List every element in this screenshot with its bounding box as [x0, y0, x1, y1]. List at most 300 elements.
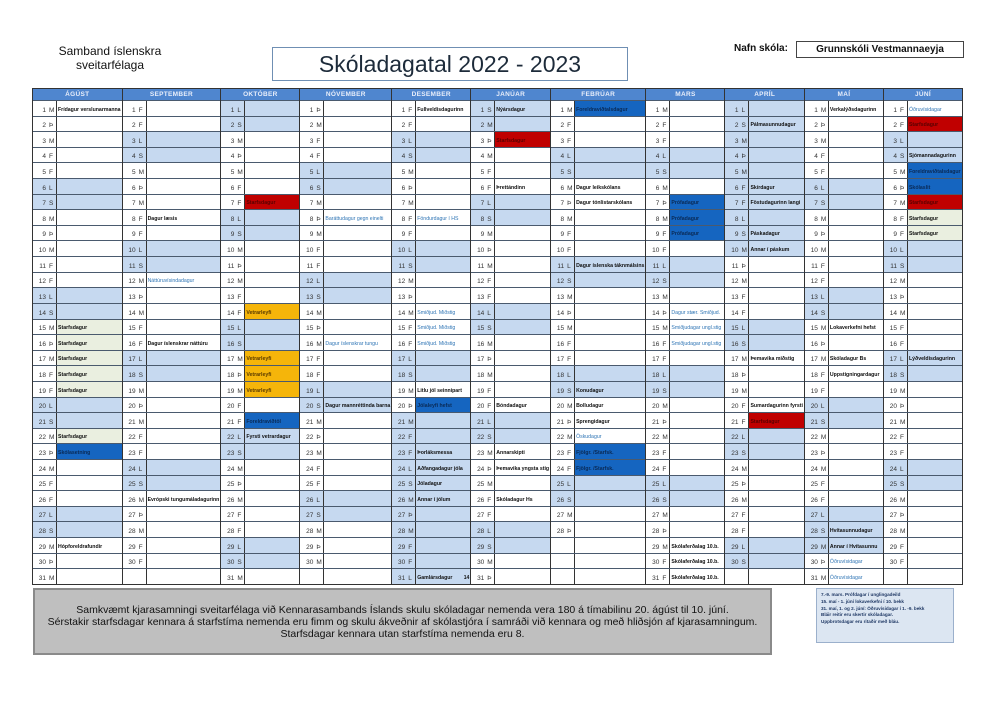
day-row[interactable] [392, 568, 470, 584]
day-row[interactable] [805, 553, 883, 569]
day-row[interactable] [551, 428, 645, 444]
day-row[interactable] [300, 381, 391, 397]
day-row[interactable] [123, 537, 221, 553]
day-row[interactable] [884, 272, 962, 288]
day-row[interactable] [725, 303, 803, 319]
day-row[interactable] [725, 209, 803, 225]
day-row[interactable] [805, 537, 883, 553]
day-row[interactable] [221, 428, 299, 444]
day-row[interactable] [725, 194, 803, 210]
day-row[interactable] [221, 209, 299, 225]
day-row[interactable] [300, 334, 391, 350]
day-row[interactable] [33, 537, 122, 553]
day-row[interactable] [884, 319, 962, 335]
day-row[interactable] [33, 553, 122, 569]
day-row[interactable] [471, 490, 550, 506]
day-row[interactable] [221, 553, 299, 569]
day-row[interactable] [646, 412, 724, 428]
day-row[interactable] [221, 178, 299, 194]
day-row[interactable] [392, 350, 470, 366]
day-row[interactable] [33, 319, 122, 335]
day-row[interactable] [392, 506, 470, 522]
day-row[interactable] [471, 506, 550, 522]
day-row[interactable] [725, 100, 803, 116]
day-row[interactable] [551, 397, 645, 413]
day-row[interactable] [725, 350, 803, 366]
day-row[interactable] [221, 319, 299, 335]
day-row[interactable] [471, 147, 550, 163]
day-row[interactable] [646, 459, 724, 475]
day-row[interactable] [471, 287, 550, 303]
day-row[interactable] [725, 365, 803, 381]
day-row[interactable] [471, 365, 550, 381]
day-row[interactable] [884, 537, 962, 553]
day-row[interactable] [805, 240, 883, 256]
day-row[interactable] [123, 240, 221, 256]
day-row[interactable] [551, 350, 645, 366]
day-row[interactable] [392, 521, 470, 537]
day-row[interactable] [725, 553, 803, 569]
day-row[interactable] [123, 116, 221, 132]
day-row[interactable] [471, 443, 550, 459]
day-row[interactable] [805, 521, 883, 537]
day-row[interactable] [725, 178, 803, 194]
day-row[interactable] [646, 521, 724, 537]
day-row[interactable] [646, 178, 724, 194]
day-row[interactable] [725, 443, 803, 459]
day-row[interactable] [300, 256, 391, 272]
day-row[interactable] [551, 240, 645, 256]
day-row[interactable] [471, 116, 550, 132]
day-row[interactable] [123, 131, 221, 147]
day-row[interactable] [471, 412, 550, 428]
day-row[interactable] [805, 209, 883, 225]
day-row[interactable] [392, 537, 470, 553]
day-row[interactable] [392, 428, 470, 444]
day-row[interactable] [725, 428, 803, 444]
day-row[interactable] [123, 194, 221, 210]
day-row[interactable] [471, 475, 550, 491]
day-row[interactable] [221, 194, 299, 210]
day-row[interactable] [392, 443, 470, 459]
day-row[interactable] [646, 303, 724, 319]
day-row[interactable] [805, 381, 883, 397]
day-row[interactable] [551, 412, 645, 428]
day-row[interactable] [646, 381, 724, 397]
day-row[interactable] [805, 506, 883, 522]
day-row[interactable] [805, 397, 883, 413]
day-row[interactable] [221, 365, 299, 381]
day-row[interactable] [33, 521, 122, 537]
day-row[interactable] [551, 553, 645, 569]
day-row[interactable] [725, 475, 803, 491]
day-row[interactable] [884, 381, 962, 397]
day-row[interactable] [300, 319, 391, 335]
day-row[interactable] [725, 162, 803, 178]
day-row[interactable] [884, 100, 962, 116]
day-row[interactable] [646, 194, 724, 210]
day-row[interactable] [884, 303, 962, 319]
day-row[interactable] [300, 194, 391, 210]
day-row[interactable] [551, 162, 645, 178]
day-row[interactable] [805, 225, 883, 241]
day-row[interactable] [805, 287, 883, 303]
day-row[interactable] [221, 412, 299, 428]
day-row[interactable] [471, 428, 550, 444]
day-row[interactable] [392, 459, 470, 475]
day-row[interactable] [884, 194, 962, 210]
day-row[interactable] [221, 397, 299, 413]
day-row[interactable] [33, 178, 122, 194]
day-row[interactable] [725, 147, 803, 163]
day-row[interactable] [551, 178, 645, 194]
day-row[interactable] [123, 209, 221, 225]
day-row[interactable] [551, 100, 645, 116]
day-row[interactable] [725, 412, 803, 428]
day-row[interactable] [392, 412, 470, 428]
day-row[interactable] [725, 397, 803, 413]
day-row[interactable] [805, 475, 883, 491]
day-row[interactable] [300, 490, 391, 506]
day-row[interactable] [471, 225, 550, 241]
day-row[interactable] [300, 521, 391, 537]
day-row[interactable] [33, 506, 122, 522]
day-row[interactable] [221, 147, 299, 163]
day-row[interactable] [123, 490, 221, 506]
day-row[interactable] [646, 475, 724, 491]
day-row[interactable] [805, 178, 883, 194]
day-row[interactable] [646, 147, 724, 163]
day-row[interactable] [725, 287, 803, 303]
day-row[interactable] [805, 147, 883, 163]
day-row[interactable] [551, 131, 645, 147]
day-row[interactable] [551, 209, 645, 225]
day-row[interactable] [33, 272, 122, 288]
day-row[interactable] [884, 365, 962, 381]
day-row[interactable] [646, 537, 724, 553]
day-row[interactable] [551, 116, 645, 132]
day-row[interactable] [221, 303, 299, 319]
day-row[interactable] [884, 443, 962, 459]
day-row[interactable] [300, 459, 391, 475]
day-row[interactable] [646, 116, 724, 132]
day-row[interactable] [33, 256, 122, 272]
day-row[interactable] [551, 147, 645, 163]
day-row[interactable] [471, 100, 550, 116]
day-row[interactable] [300, 568, 391, 584]
day-row[interactable] [551, 381, 645, 397]
day-row[interactable] [392, 303, 470, 319]
day-row[interactable] [33, 240, 122, 256]
day-row[interactable] [884, 397, 962, 413]
day-row[interactable] [33, 443, 122, 459]
day-row[interactable] [123, 334, 221, 350]
day-row[interactable] [392, 256, 470, 272]
day-row[interactable] [392, 131, 470, 147]
day-row[interactable] [725, 506, 803, 522]
day-row[interactable] [805, 350, 883, 366]
day-row[interactable] [300, 475, 391, 491]
day-row[interactable] [805, 490, 883, 506]
day-row[interactable] [221, 568, 299, 584]
day-row[interactable] [300, 350, 391, 366]
day-row[interactable] [884, 209, 962, 225]
day-row[interactable] [123, 521, 221, 537]
day-row[interactable] [300, 553, 391, 569]
day-row[interactable] [123, 178, 221, 194]
day-row[interactable] [725, 131, 803, 147]
day-row[interactable] [123, 225, 221, 241]
day-row[interactable] [123, 553, 221, 569]
day-row[interactable] [123, 319, 221, 335]
day-row[interactable] [221, 334, 299, 350]
day-row[interactable] [805, 319, 883, 335]
day-row[interactable] [33, 209, 122, 225]
day-row[interactable] [300, 303, 391, 319]
day-row[interactable] [551, 443, 645, 459]
day-row[interactable] [221, 272, 299, 288]
day-row[interactable] [300, 240, 391, 256]
day-row[interactable] [551, 319, 645, 335]
day-row[interactable] [805, 443, 883, 459]
day-row[interactable] [471, 319, 550, 335]
day-row[interactable] [884, 256, 962, 272]
day-row[interactable] [551, 490, 645, 506]
day-row[interactable] [471, 553, 550, 569]
day-row[interactable] [805, 334, 883, 350]
day-row[interactable] [392, 272, 470, 288]
day-row[interactable] [646, 100, 724, 116]
day-row[interactable] [471, 334, 550, 350]
day-row[interactable] [392, 397, 470, 413]
day-row[interactable] [221, 225, 299, 241]
day-row[interactable] [300, 428, 391, 444]
day-row[interactable] [471, 256, 550, 272]
day-row[interactable] [805, 131, 883, 147]
day-row[interactable] [33, 568, 122, 584]
day-row[interactable] [392, 162, 470, 178]
day-row[interactable] [884, 553, 962, 569]
day-row[interactable] [725, 459, 803, 475]
day-row[interactable] [300, 272, 391, 288]
day-row[interactable] [805, 100, 883, 116]
day-row[interactable] [300, 100, 391, 116]
day-row[interactable] [551, 287, 645, 303]
day-row[interactable] [33, 225, 122, 241]
day-row[interactable] [884, 178, 962, 194]
day-row[interactable] [33, 428, 122, 444]
day-row[interactable] [221, 100, 299, 116]
day-row[interactable] [884, 131, 962, 147]
day-row[interactable] [725, 334, 803, 350]
day-row[interactable] [33, 334, 122, 350]
day-row[interactable] [471, 381, 550, 397]
day-row[interactable] [123, 506, 221, 522]
day-row[interactable] [123, 147, 221, 163]
day-row[interactable] [471, 303, 550, 319]
day-row[interactable] [471, 397, 550, 413]
day-row[interactable] [551, 225, 645, 241]
day-row[interactable] [471, 537, 550, 553]
day-row[interactable] [33, 147, 122, 163]
day-row[interactable] [551, 334, 645, 350]
day-row[interactable] [392, 225, 470, 241]
day-row[interactable] [551, 475, 645, 491]
day-row[interactable] [551, 365, 645, 381]
day-row[interactable] [33, 287, 122, 303]
day-row[interactable] [725, 272, 803, 288]
day-row[interactable] [33, 397, 122, 413]
day-row[interactable] [123, 397, 221, 413]
day-row[interactable] [123, 350, 221, 366]
day-row[interactable] [123, 381, 221, 397]
day-row[interactable] [33, 365, 122, 381]
day-row[interactable] [33, 194, 122, 210]
day-row[interactable] [123, 428, 221, 444]
day-row[interactable] [551, 256, 645, 272]
day-row[interactable] [33, 490, 122, 506]
day-row[interactable] [646, 490, 724, 506]
day-row[interactable] [221, 240, 299, 256]
day-row[interactable] [551, 194, 645, 210]
day-row[interactable] [33, 350, 122, 366]
day-row[interactable] [805, 428, 883, 444]
day-row[interactable] [471, 194, 550, 210]
day-row[interactable] [471, 459, 550, 475]
day-row[interactable] [805, 272, 883, 288]
day-row[interactable] [300, 537, 391, 553]
day-row[interactable] [884, 521, 962, 537]
day-row[interactable] [884, 568, 962, 584]
day-row[interactable] [725, 256, 803, 272]
day-row[interactable] [646, 350, 724, 366]
day-row[interactable] [300, 443, 391, 459]
day-row[interactable] [884, 116, 962, 132]
day-row[interactable] [392, 240, 470, 256]
day-row[interactable] [392, 194, 470, 210]
day-row[interactable] [123, 303, 221, 319]
day-row[interactable] [884, 162, 962, 178]
day-row[interactable] [646, 553, 724, 569]
day-row[interactable] [123, 272, 221, 288]
day-row[interactable] [300, 116, 391, 132]
day-row[interactable] [805, 568, 883, 584]
day-row[interactable] [646, 443, 724, 459]
day-row[interactable] [646, 131, 724, 147]
day-row[interactable] [221, 381, 299, 397]
day-row[interactable] [646, 225, 724, 241]
day-row[interactable] [392, 319, 470, 335]
day-row[interactable] [646, 365, 724, 381]
day-row[interactable] [123, 459, 221, 475]
day-row[interactable] [392, 490, 470, 506]
day-row[interactable] [551, 506, 645, 522]
day-row[interactable] [392, 209, 470, 225]
day-row[interactable] [221, 537, 299, 553]
day-row[interactable] [805, 116, 883, 132]
day-row[interactable] [300, 412, 391, 428]
day-row[interactable] [646, 506, 724, 522]
day-row[interactable] [123, 100, 221, 116]
day-row[interactable] [33, 303, 122, 319]
day-row[interactable] [33, 131, 122, 147]
day-row[interactable] [725, 240, 803, 256]
day-row[interactable] [123, 443, 221, 459]
day-row[interactable] [33, 412, 122, 428]
day-row[interactable] [392, 287, 470, 303]
day-row[interactable] [884, 287, 962, 303]
day-row[interactable] [646, 287, 724, 303]
day-row[interactable] [725, 521, 803, 537]
day-row[interactable] [300, 225, 391, 241]
day-row[interactable] [646, 209, 724, 225]
day-row[interactable] [884, 459, 962, 475]
day-row[interactable] [392, 178, 470, 194]
day-row[interactable] [33, 100, 122, 116]
day-row[interactable] [300, 147, 391, 163]
day-row[interactable] [551, 303, 645, 319]
day-row[interactable] [221, 459, 299, 475]
day-row[interactable] [392, 147, 470, 163]
day-row[interactable] [392, 334, 470, 350]
day-row[interactable] [221, 350, 299, 366]
day-row[interactable] [646, 319, 724, 335]
day-row[interactable] [884, 475, 962, 491]
day-row[interactable] [646, 272, 724, 288]
school-name-field[interactable]: Grunnskóli Vestmannaeyja [796, 41, 964, 58]
day-row[interactable] [725, 225, 803, 241]
day-row[interactable] [221, 506, 299, 522]
day-row[interactable] [123, 475, 221, 491]
day-row[interactable] [300, 131, 391, 147]
day-row[interactable] [123, 412, 221, 428]
day-row[interactable] [33, 162, 122, 178]
day-row[interactable] [646, 256, 724, 272]
day-row[interactable] [884, 350, 962, 366]
day-row[interactable] [646, 568, 724, 584]
day-row[interactable] [471, 272, 550, 288]
day-row[interactable] [805, 412, 883, 428]
day-row[interactable] [392, 365, 470, 381]
day-row[interactable] [392, 475, 470, 491]
day-row[interactable] [33, 475, 122, 491]
day-row[interactable] [805, 303, 883, 319]
day-row[interactable] [884, 240, 962, 256]
day-row[interactable] [884, 334, 962, 350]
day-row[interactable] [123, 256, 221, 272]
day-row[interactable] [884, 506, 962, 522]
day-row[interactable] [123, 162, 221, 178]
day-row[interactable] [551, 521, 645, 537]
day-row[interactable] [725, 319, 803, 335]
day-row[interactable] [884, 147, 962, 163]
day-row[interactable] [392, 381, 470, 397]
day-row[interactable] [471, 521, 550, 537]
day-row[interactable] [300, 209, 391, 225]
day-row[interactable] [392, 553, 470, 569]
day-row[interactable] [392, 116, 470, 132]
day-row[interactable] [725, 381, 803, 397]
day-row[interactable] [725, 537, 803, 553]
day-row[interactable] [725, 116, 803, 132]
day-row[interactable] [884, 428, 962, 444]
day-row[interactable] [805, 459, 883, 475]
day-row[interactable] [33, 459, 122, 475]
day-row[interactable] [646, 334, 724, 350]
day-row[interactable] [884, 490, 962, 506]
day-row[interactable] [646, 397, 724, 413]
day-row[interactable] [221, 116, 299, 132]
